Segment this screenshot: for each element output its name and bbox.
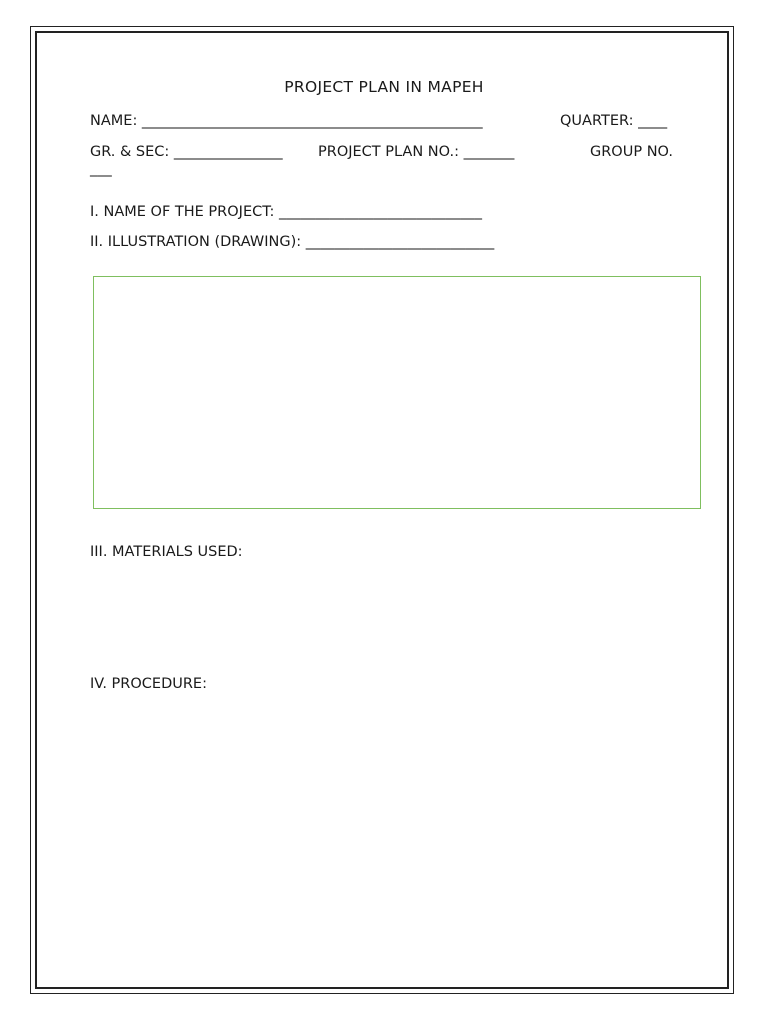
page-inner-border [35,31,729,989]
page-title: PROJECT PLAN IN MAPEH [284,78,484,96]
group-no-label: GROUP NO. [590,144,673,160]
project-plan-no-field[interactable]: PROJECT PLAN NO.: _______ [318,144,515,160]
drawing-box[interactable] [93,276,701,509]
name-field[interactable]: NAME: _______________________________________________ [90,113,483,129]
grade-section-field[interactable]: GR. & SEC: _______________ [90,144,283,160]
illustration-field[interactable]: II. ILLUSTRATION (DRAWING): __________________________ [90,234,495,250]
quarter-field[interactable]: QUARTER: ____ [560,113,668,129]
project-name-field[interactable]: I. NAME OF THE PROJECT: ____________________________ [90,204,482,220]
procedure-heading: IV. PROCEDURE: [90,676,207,692]
group-no-field[interactable]: ___ [90,161,112,177]
materials-used-heading: III. MATERIALS USED: [90,544,243,560]
